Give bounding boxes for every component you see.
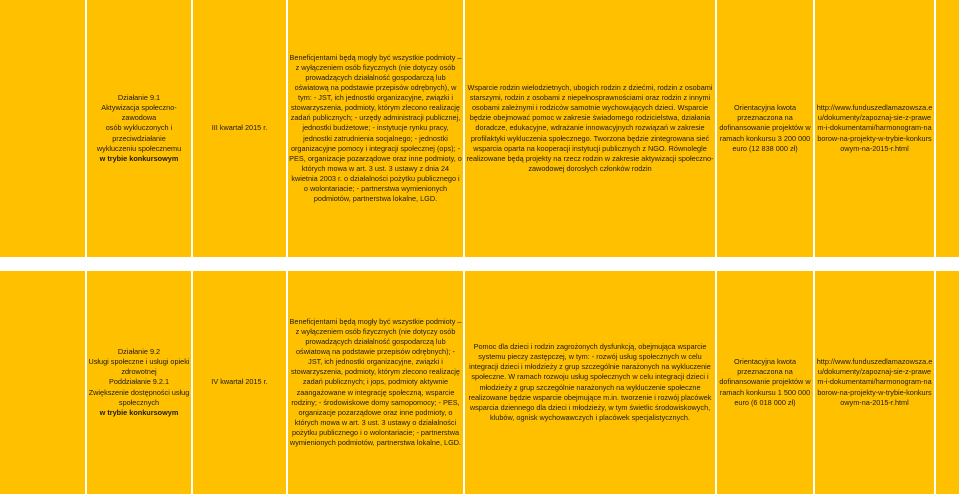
support-text: Wsparcie rodzin wielodzietnych, ubogich rodzin z dziećmi, rodzin z osobami starszymi, rodzin z osobami z niepełnosprawnościami oraz rodzin z innymi osobami zależnymi i rodziców samotnie wychowujących dzieci. Wsparcie będzie obejmować pomoc w zakresie świadomego rodzicielstwa, działania doradcze, edukacyjne, wdrażanie innowacyjnych rozwiązań w zakresie profilaktyki wykluczenia społecznego. Tworzona będzie zintegrowana sieć wsparcia oparta na kooperacji instytucji publicznych z NGO. Równolegle realizowane będą projekty na rzecz rodzin w zakresie aktywizacji społeczno-zawodowej dorosłych członków rodzin [466,83,714,173]
table-row [0,271,959,494]
spacer-cell [0,0,85,257]
term-cell [193,271,286,494]
action-line: Usługi społeczne i usługi opieki [88,357,190,367]
action-line: społecznych [118,397,160,407]
support-cell [465,271,715,494]
action-line: Działanie 9.1 [117,93,161,103]
action-mode: w trybie konkursowym [99,407,179,417]
action-cell [87,0,191,257]
action-line: zdrowotnej [121,367,157,377]
link-cell[interactable] [815,271,934,494]
action-mode: w trybie konkursowym [99,153,179,163]
amount-text: Orientacyjna kwota przeznaczona na dofinansowanie projektów w ramach konkursu 1 500 000 euro (6 018 000 zł) [719,357,811,407]
support-cell [465,0,715,257]
amount-cell [717,271,813,494]
beneficiaries-cell [288,271,463,494]
edge-cell [936,271,959,494]
beneficiaries-cell [288,0,463,257]
action-line: Aktywizacja społeczno-zawodowa [101,103,177,123]
amount-cell [717,0,813,257]
action-line: Działanie 9.2 [117,347,161,357]
action-line: osób wykluczonych i przeciwdziałanie [105,123,173,143]
term-text: III kwartał 2015 r. [211,123,268,133]
action-line: Zwiększenie dostępności usług [88,387,190,397]
beneficiaries-text: Beneficjentami będą mogły być wszystkie podmioty – z wyłączeniem osób fizycznych (nie dotyczy osób prowadzących działalność gospodarczą lub oświatową na podstawie przepisów odrębnych), w tym: - JST, ich jednostki organizacyjne, związki i stowarzyszenia, podmioty, którym zlecono realizację zadań publicznych; - urzędy administracji publicznej, jednostki budżetowe; - instytucje rynku pracy, jednostki zatrudnienia socjalnego; - jednostki organizacyjne pomocy i integracji społecznej (ops); - PES, organizacje pozarządowe oraz inne podmioty, o których mowa w art. 3 ust. 3 ustawy z dnia 24 kwietnia 2003 r. o działalności pożytku publicznego i o wolontariacie; - partnerstwa wymienionych podmiotów, partnerstwa lokalne, LGD. [289,52,462,204]
link-cell[interactable] [815,0,934,257]
edge-cell [936,0,959,257]
spacer-cell [0,271,85,494]
beneficiaries-text: Beneficjentami będą mogły być wszystkie podmioty – z wyłączeniem osób fizycznych (nie dotyczy osób prowadzących działalność gospodarczą lub oświatową na podstawie przepisów odrębnych); - JST, ich jednostki organizacyjne, związki i stowarzyszenia, podmioty, którym zlecono realizację zadań publicznych; i jops, podmioty aktywnie zaangażowane w integrację społeczną, wsparcie rodziny; - środowiskowe domy samopomocy; - PES, organizacje pozarządowe oraz inne podmioty, o których mowa w art. 3 ust. 3 ustawy o działalności pożytku publicznego i o wolontariacie; - partnerstwa wymienionych podmiotów, partnerstwa lokalne, LGD. [289,316,462,448]
action-cell [87,271,191,494]
support-text: Pomoc dla dzieci i rodzin zagrożonych dysfunkcją, obejmująca wsparcie systemu pieczy zastępczej, w tym: - rozwój usług społecznych w celu integracji dzieci i młodzieży z grup szczególnie narażonych na wykluczenie społeczne. W ramach rozwoju usług społecznych w celu integracji dzieci i młodzieży z grup szczególnie narażonych na wykluczenie społeczne realizowane będzie wsparcie obejmujące m.in. tworzenie i rozwój placówek wsparcia dziennego dla dzieci i młodzieży, w tym świetlic środowiskowych, klubów, ognisk wychowawczych i placówek specjalistycznych. [468,342,712,422]
term-text: IV kwartał 2015 r. [211,377,268,387]
action-line: wykluczeniu społecznemu [96,143,182,153]
action-line: Poddziałanie 9.2.1 [108,377,170,387]
schedule-link[interactable]: http://www.funduszedlamazowsza.eu/dokumenty/zapoznaj-sie-z-prawem-i-dokumentami/harmonogram-naborow-na-projekty-w-trybie-konkursowym-na-2015-r.html [816,103,933,153]
schedule-link[interactable]: http://www.funduszedlamazowsza.eu/dokumenty/zapoznaj-sie-z-prawem-i-dokumentami/harmonogram-naborow-na-projekty-w-trybie-konkursowym-na-2015-r.html [816,357,933,407]
term-cell [193,0,286,257]
amount-text: Orientacyjna kwota przeznaczona na dofinansowanie projektów w ramach konkursu 3 200 000 euro (12 838 000 zł) [719,103,811,153]
